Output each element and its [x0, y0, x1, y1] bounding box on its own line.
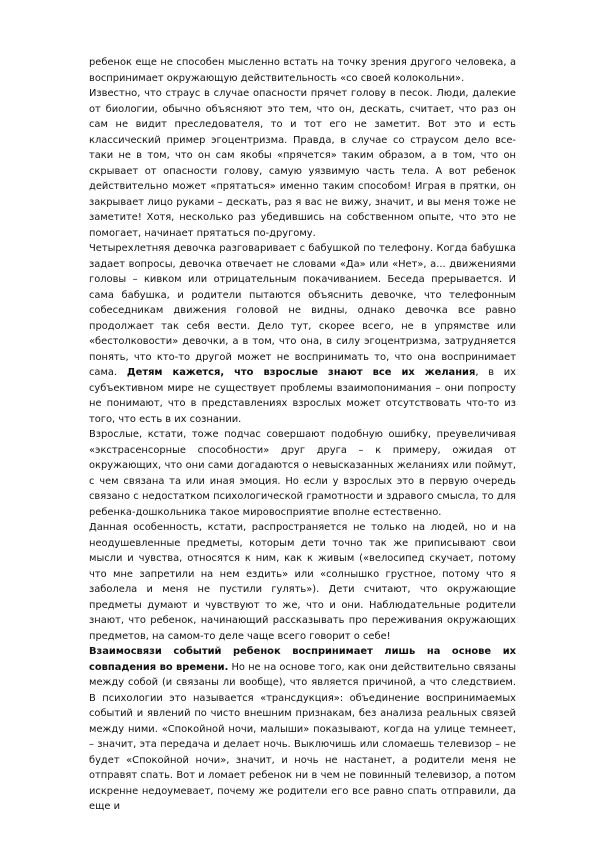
document-page [89, 55, 516, 815]
paragraph-inanimate-objects [89, 520, 516, 644]
text-segment: Четырехлетняя девочка разговаривает с бабушкой по телефону. Когда бабушка задает вопросы, девочка отвечает не словами «Да» или «Нет», а... движениями головы – кивком или отрицательным покачиванием. Беседа прерывается. И сама бабушка, и родители пытаются объяснить девочке, что телефонным собеседникам движения головой не видны, однако девочка все равно продолжает так себя вести. Дело тут, скорее всего, не в упрямстве или «бестолковости» девочки, а в том, что она, в силу эгоцентризма, затрудняется понять, что кто-то другой может не воспринимать то, что она воспринимает сама. [89, 243, 516, 378]
text-segment: Данная особенность, кстати, распространяется не только на людей, но и на неодушевленные предметы, которым дети точно так же приписывают свои мысли и чувства, относятся к ним, как к живым («велосипед скучает, потому что мне запретили на нем ездить» или «солнышко грустное, потому что я заболела и меня не пустили гулять»). Дети считают, что окружающие предметы думают и чувствуют то же, что и они. Наблюдательные родители знают, что ребенок, начинающий рассказывать про переживания окружающих предметов, на самом-то деле чаще всего говорит о себе! [89, 522, 516, 642]
text-segment: , в их субъективном мире не существует проблемы взаимопонимания – они попросту не понимают, что в представлениях взрослых может отсутствовать что-то из того, что есть в их сознании. [89, 367, 517, 425]
paragraph-phone-girl-example [89, 241, 516, 427]
bold-emphasis: Взаимосвязи событий ребенок воспринимает лишь на основе их совпадения во времени. [89, 646, 516, 673]
paragraph-egocentrism-intro [89, 55, 516, 86]
paragraph-adults-mistake [89, 427, 516, 520]
text-segment: ребенок еще не способен мысленно встать на точку зрения другого человека, а воспринимает окружающую действительность «со своей колокольни». [89, 57, 516, 84]
text-segment: Но не на основе того, как они действительно связаны между собой (и связаны ли вообще), что является причиной, а что следствием. В психологии это называется «трансдукция»: объединение воспринимаемых событий и явлений по чисто внешним признакам, без анализа реальных связей между ними. «Спокойной ночи, малыши» показывают, когда на улице темнеет, – значит, эта передача и делает ночь. Выключишь или сломаешь телевизор – не будет «Спокойной ночи», значит, и ночь не настанет, а родители меня не отправят спать. Вот и ломает ребенок ни в чем не повинный телевизор, а потом искренне недоумевает, почему же родители его все равно спать отправили, да еще и [89, 661, 516, 812]
paragraph-transduction [89, 644, 516, 815]
text-segment: Взрослые, кстати, тоже подчас совершают подобную ошибку, преувеличивая «экстрасенсорные способности» друг друга – к примеру, ожидая от окружающих, что они сами догадаются о невысказанных желаниях или поймут, с чем связана та или иная эмоция. Но если у взрослых это в первую очередь связано с недостатком психологической грамотности и здравого смысла, то для ребенка-дошкольника такое мировосприятие вполне естественно. [89, 429, 516, 518]
bold-emphasis: Детям кажется, что взрослые знают все их желания [126, 367, 476, 378]
paragraph-ostrich-example [89, 86, 516, 241]
text-segment: Известно, что страус в случае опасности прячет голову в песок. Люди, далекие от биологии, обычно объясняют это тем, что он, дескать, считает, что раз он сам не видит преследователя, то и тот его не заметит. Вот это и есть классический пример эгоцентризма. Правда, в случае со страусом дело все-таки не в том, что он сам якобы «прячется» таким образом, а в том, что он скрывает от опасности голову, самую уязвимую часть тела. А вот ребенок действительно может «прятаться» именно таким способом! Играя в прятки, он закрывает лицо руками – дескать, раз я вас не вижу, значит, и вы меня тоже не заметите! Хотя, несколько раз убедившись на собственном опыте, что это не помогает, начинает прятаться по-другому. [89, 88, 516, 239]
